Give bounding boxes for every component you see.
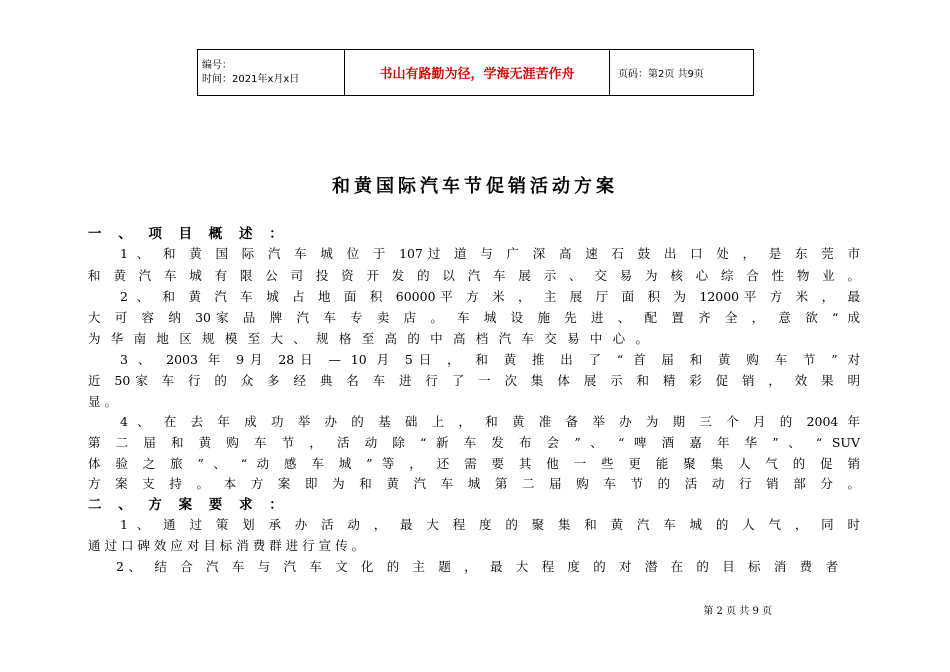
paragraph-line: 1 、 和 黄 国 际 汽 车 城 位 于 107过 道 与 广 深 高 速 石 鼓 出 口 处 ， 是 东 莞 市: [120, 246, 860, 261]
paragraph-line: 近 50家 车 行 的 众 多 经 典 名 车 进 行 了 一 次 集 体 展 示 和 精 彩 促 销 ， 效 果 明: [88, 373, 860, 388]
paragraph-line: 方 案 支 持 。 本 方 案 即 为 和 黄 汽 车 城 第 二 届 购 车 节 的 活 动 行 销 部 分 。: [88, 476, 860, 491]
section-heading-overview: 一 、 项 目 概 述 ：: [88, 226, 289, 242]
paragraph-line: 大 可 容 纳 30家 品 牌 汽 车 专 卖 店 。 车 城 设 施 先 进 、 配 置 齐 全 ， 意 欲 “ 成: [88, 310, 860, 325]
page-label: 页码：第2页 共9页: [610, 50, 754, 96]
paragraph-line: 和 黄 汽 车 城 有 限 公 司 投 资 开 发 的 以 汽 车 展 示 、 交 易 为 核 心 综 合 性 物 业 。: [88, 268, 860, 283]
time-label: 时间：2021年x月x日: [202, 73, 300, 85]
paragraph-line: 3 、 2003 年 9月 28日 — 10 月 5日 ， 和 黄 推 出 了 “ 首 届 和 黄 购 车 节 ” 对: [120, 352, 860, 367]
number-label: 编号：: [202, 59, 232, 71]
document-title: 和黄国际汽车节促销活动方案: [332, 176, 618, 197]
page-footer: 第 2 页 共 9 页: [703, 606, 772, 617]
paragraph-line: 2 、 和 黄 汽 车 城 占 地 面 积 60000平 方 米 ， 主 展 厅 面 积 为 12000平 方 米 ， 最: [120, 289, 860, 304]
paragraph-line: 1 、 通 过 策 划 承 办 活 动 ， 最 大 程 度 的 聚 集 和 黄 汽 车 城 的 人 气 ， 同 时: [120, 517, 860, 532]
paragraph-line: 显 。: [88, 394, 117, 409]
paragraph-line: 为 华 南 地 区 规 模 至 大 、 规 格 至 高 的 中 高 档 汽 车 交 易 中 心 。: [88, 331, 648, 346]
motto: 书山有路勤为径，学海无涯苦作舟: [345, 50, 610, 96]
paragraph-line: 4 、 在 去 年 成 功 举 办 的 基 础 上 ， 和 黄 准 备 举 办 为 期 三 个 月 的 2004 年: [120, 414, 860, 429]
paragraph-line: 体 验 之 旅 ” 、 “ 动 感 车 城 ” 等 ， 还 需 要 其 他 一 些 更 能 聚 集 人 气 的 促 销: [88, 456, 860, 471]
header-table: [197, 49, 754, 96]
paragraph-line: 2、 结 合 汽 车 与 汽 车 文 化 的 主 题 ， 最 大 程 度 的 对 潜 在 的 目 标 消 费 者: [116, 559, 838, 574]
header-meta-cell: [198, 50, 345, 96]
paragraph-line: 通 过 口 碑 效 应 对 目 标 消 费 群 进 行 宣 传 。: [88, 538, 365, 553]
section-heading-requirements: 二 、 方 案 要 求 ：: [88, 497, 289, 513]
paragraph-line: 第 二 届 和 黄 购 车 节 ， 活 动 除 “ 新 车 发 布 会 ” 、 “ 啤 酒 嘉 年 华 ” 、 “ SUV: [88, 435, 860, 450]
